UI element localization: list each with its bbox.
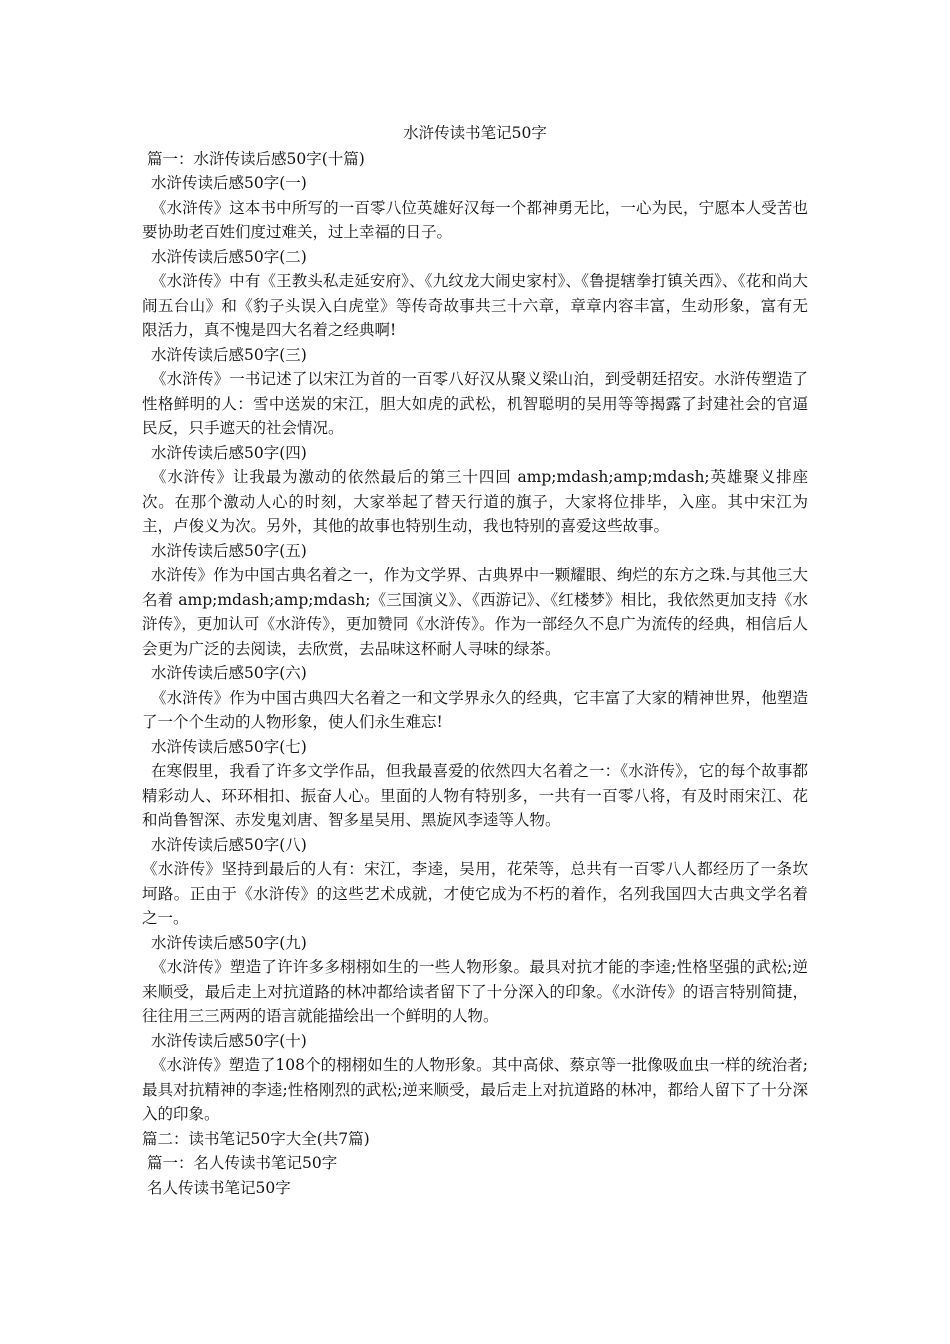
essay-text: 《水浒传》让我最为激动的依然最后的第三十四回 amp;mdash;amp;mdash;英雄聚义排座次。在那个激动人心的时刻，大家举起了替天行道的旗子，大家将位排毕，入座。其中宋江为主，卢俊义为次。另外，其他的故事也特别生动，我也特别的喜爱这些故事。 (142, 468, 808, 535)
part2-subheading-2: 名人传读书笔记50字 (147, 1178, 291, 1197)
essay-heading: 水浒传读后感50字(四) (151, 443, 307, 462)
essay-heading: 水浒传读后感50字(五) (151, 541, 307, 560)
essay-text: 《水浒传》塑造了108个的栩栩如生的人物形象。其中高俅、蔡京等一批像吸血虫一样的统治者;最具对抗精神的李逵;性格刚烈的武松;逆来顺受，最后走上对抗道路的林冲，都给人留下了十分深入的印象。 (142, 1056, 808, 1123)
part1-heading: 篇一：水浒传读后感50字(十篇) (147, 149, 365, 168)
essay-text: 《水浒传》中有《王教头私走延安府》、《九纹龙大闹史家村》、《鲁提辖拳打镇关西》、《花和尚大闹五台山》和《豹子头误入白虎堂》等传奇故事共三十六章，章章内容丰富，生动形象，富有无限活力，真不愧是四大名着之经典啊! (142, 272, 808, 339)
document-page (142, 121, 808, 1200)
essay-heading: 水浒传读后感50字(六) (151, 664, 307, 682)
essay-text: 在寒假里，我看了许多文学作品，但我最喜爱的依然四大名着之一：《水浒传》，它的每个故事都精彩动人、环环相扣、振奋人心。里面的人物有特别多，一共有一百零八将，有及时雨宋江、花和尚鲁智深、赤发鬼刘唐、智多星吴用、黑旋风李逵等人物。 (142, 762, 808, 829)
essay-heading: 水浒传读后感50字(二) (151, 247, 307, 266)
document-title: 水浒传读书笔记50字 (403, 124, 547, 142)
essay-heading: 水浒传读后感50字(九) (151, 933, 307, 952)
essay-heading: 水浒传读后感50字(一) (151, 174, 307, 192)
essay-text: 《水浒传》坚持到最后的人有：宋江，李逵，吴用，花荣等，总共有一百零八人都经历了一条坎坷路。正由于《水浒传》的这些艺术成就，才使它成为不朽的着作，名列我国四大古典文学名着之一。 (142, 860, 808, 927)
essay-text: 《水浒传》作为中国古典四大名着之一和文学界永久的经典，它丰富了大家的精神世界，他塑造了一个个生动的人物形象，使人们永生难忘! (142, 688, 808, 731)
essay-heading: 水浒传读后感50字(十) (151, 1031, 307, 1050)
essay-text: 水浒传》作为中国古典名着之一，作为文学界、古典界中一颗耀眼、绚烂的东方之珠.与其他三大名着 amp;mdash;amp;mdash;《三国演义》、《西游记》、《红楼梦》相比，我依然更加支持《水浒传》，更加认可《水浒传》，更加赞同《水浒传》。作为一部经久不息广为流传的经典，相信后人会更为广泛的去阅读，去欣赏，去品味这杯耐人寻味的绿茶。 (142, 566, 808, 658)
part2-heading: 篇二：读书笔记50字大全(共7篇) (142, 1129, 370, 1148)
essay-heading: 水浒传读后感50字(三) (151, 345, 307, 364)
essay-heading: 水浒传读后感50字(八) (151, 835, 307, 854)
essay-text: 《水浒传》一书记述了以宋江为首的一百零八好汉从聚义梁山泊，到受朝廷招安。水浒传塑造了性格鲜明的人：雪中送炭的宋江，胆大如虎的武松，机智聪明的吴用等等揭露了封建社会的官逼民反，只手遮天的社会情况。 (142, 370, 808, 437)
essay-text: 《水浒传》塑造了许许多多栩栩如生的一些人物形象。最具对抗才能的李逵;性格坚强的武松;逆来顺受，最后走上对抗道路的林冲都给读者留下了十分深入的印象。《水浒传》的语言特别简捷，往往用三三两两的语言就能描绘出一个鲜明的人物。 (142, 958, 808, 1025)
essay-text: 《水浒传》这本书中所写的一百零八位英雄好汉每一个都神勇无比，一心为民，宁愿本人受苦也要协助老百姓们度过难关，过上幸福的日子。 (142, 198, 808, 241)
essay-heading: 水浒传读后感50字(七) (151, 737, 307, 756)
part2-subheading: 篇一：名人传读书笔记50字 (147, 1154, 338, 1172)
